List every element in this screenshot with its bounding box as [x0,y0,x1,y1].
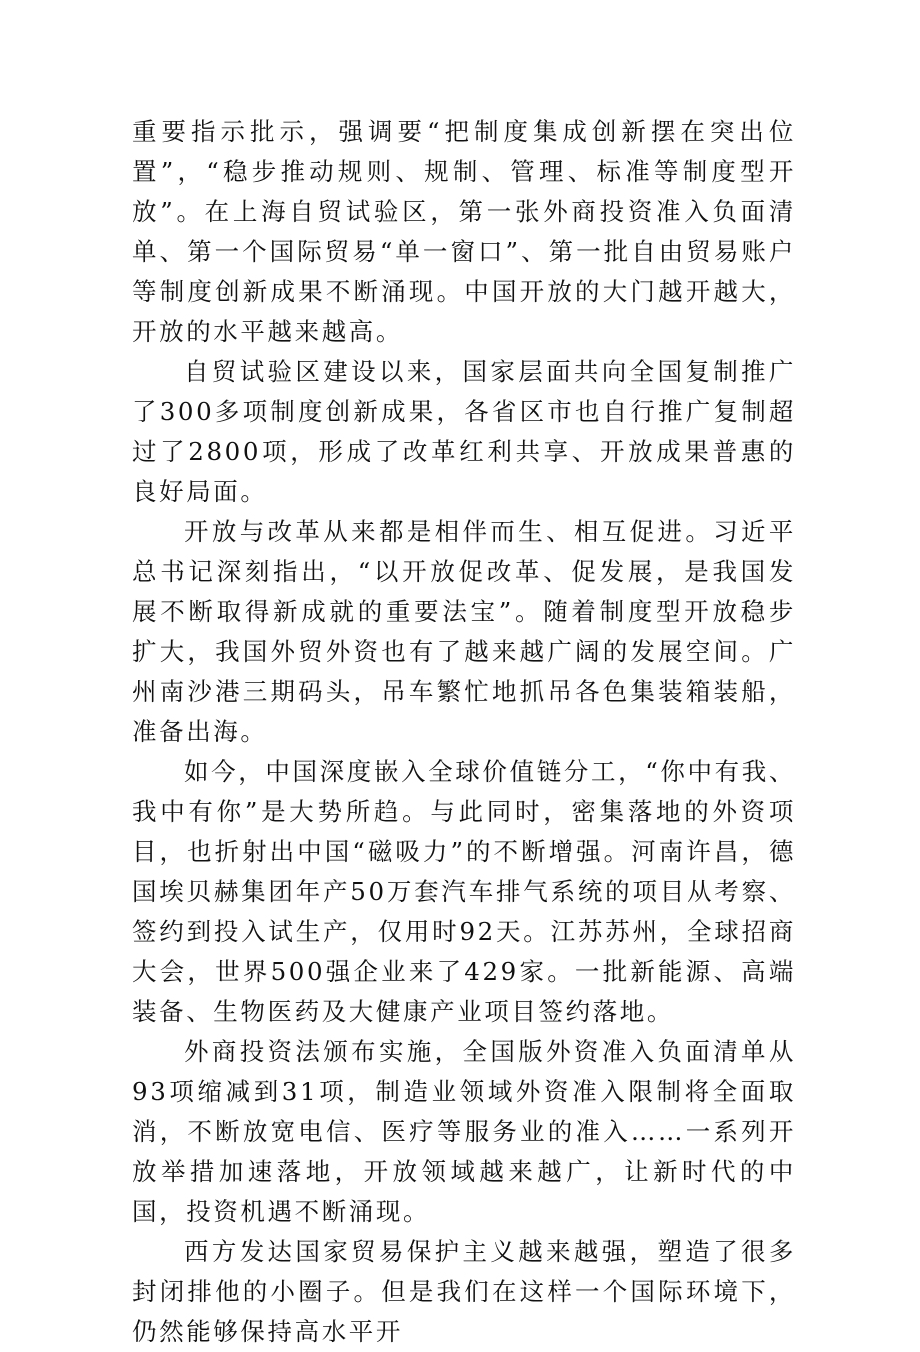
paragraph-trade-protectionism: 西方发达国家贸易保护主义越来越强，塑造了很多封闭排他的小圈子。但是我们在这样一个国际环境下，仍然能够保持高水平开 [132,1237,796,1346]
paragraph-continuation: 重要指示批示，强调要“把制度集成创新摆在突出位置”，“稳步推动规则、规制、管理、标准等制度型开放”。在上海自贸试验区，第一张外商投资准入负面清单、第一个国际贸易“单一窗口”、第一批自由贸易账户等制度创新成果不断涌现。中国开放的大门越开越大，开放的水平越来越高。 [132,117,796,346]
document-body [132,112,796,1352]
paragraph-opening-and-reform: 开放与改革从来都是相伴而生、相互促进。习近平总书记深刻指出，“以开放促改革、促发展，是我国发展不断取得新成就的重要法宝”。随着制度型开放稳步扩大，我国外贸外资也有了越来越广阔的发展空间。广州南沙港三期码头，吊车繁忙地抓吊各色集装箱装船，准备出海。 [132,517,796,746]
paragraph-global-value-chain: 如今，中国深度嵌入全球价值链分工，“你中有我、我中有你”是大势所趋。与此同时，密集落地的外资项目，也折射出中国“磁吸力”的不断增强。河南许昌，德国埃贝赫集团年产50万套汽车排气系统的项目从考察、签约到投入试生产，仅用时92天。江苏苏州，全球招商大会，世界500强企业来了429家。一批新能源、高端装备、生物医药及大健康产业项目签约落地。 [132,757,796,1026]
paragraph-replication-results: 自贸试验区建设以来，国家层面共向全国复制推广了300多项制度创新成果，各省区市也自行推广复制超过了2800项，形成了改革红利共享、开放成果普惠的良好局面。 [132,357,796,506]
paragraph-foreign-investment-law: 外商投资法颁布实施，全国版外资准入负面清单从93项缩减到31项，制造业领域外资准入限制将全面取消，不断放宽电信、医疗等服务业的准入……一系列开放举措加速落地，开放领域越来越广，让新时代的中国，投资机遇不断涌现。 [132,1037,796,1226]
